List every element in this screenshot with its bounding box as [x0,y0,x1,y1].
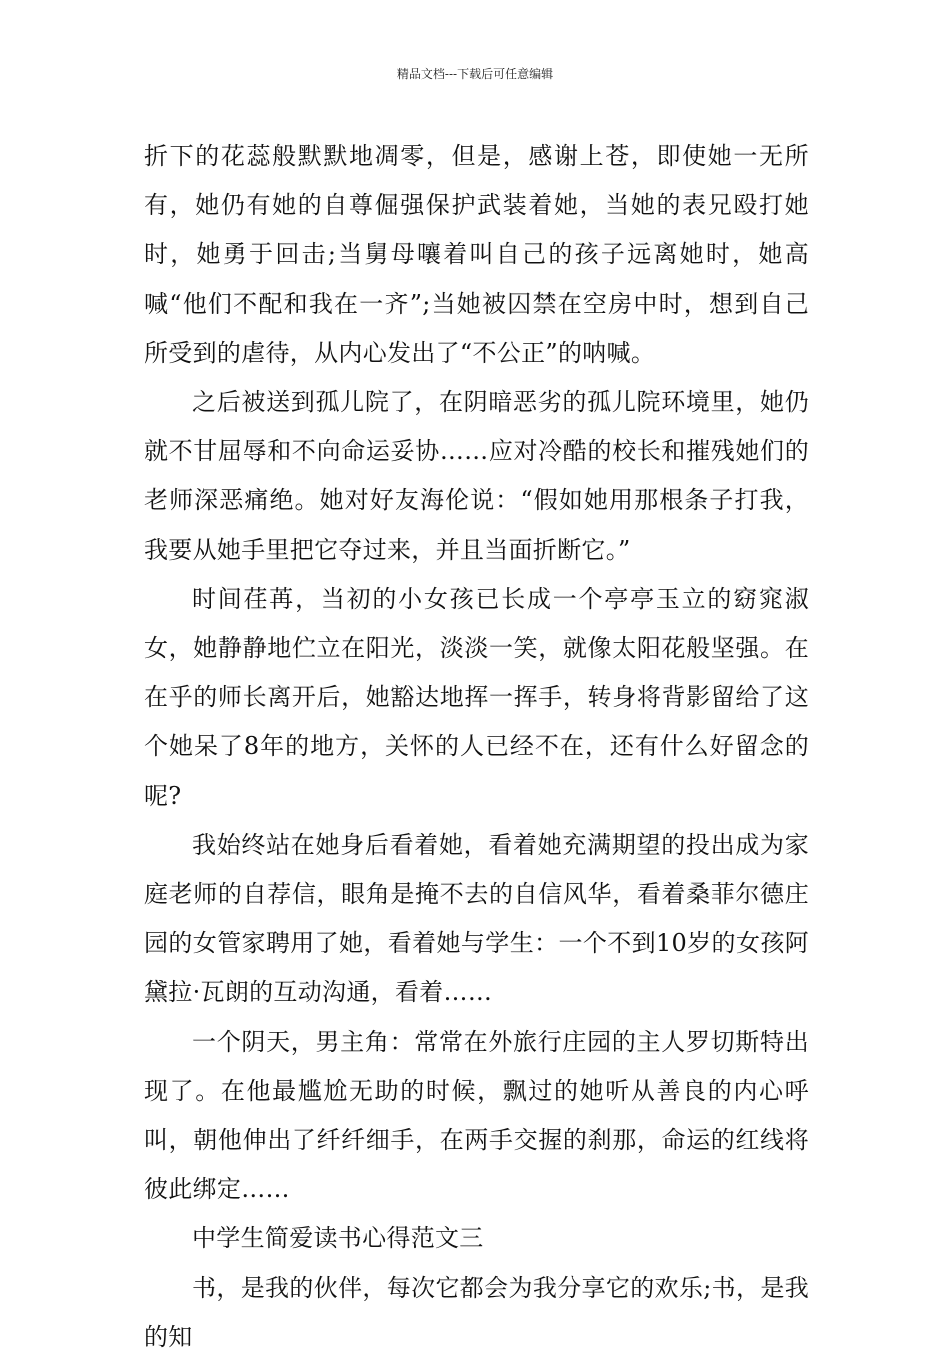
paragraph-5: 一个阴天，男主角：常常在外旅行庄园的主人罗切斯特出现了。在他最尴尬无助的时候，飘过的她听从善良的内心呼叫，朝他伸出了纤纤细手，在两手交握的刹那，命运的红线将彼此绑定…… [144,1027,809,1204]
page-header: 精品文档---下载后可任意编辑 [396,67,554,81]
paragraph-1: 折下的花蕊般默默地凋零，但是，感谢上苍，即使她一无所有，她仍有她的自尊倔强保护武装着她，当她的表兄殴打她时，她勇于回击;当舅母嚷着叫自己的孩子远离她时，她高喊“他们不配和我在一齐”;当她被囚禁在空房中时，想到自己所受到的虐待，从内心发出了“不公正”的呐喊。 [144,142,809,367]
paragraph-3: 时间荏苒，当初的小女孩已长成一个亭亭玉立的窈窕淑女，她静静地伫立在阳光，淡淡一笑，就像太阳花般坚强。在在乎的师长离开后，她豁达地挥一挥手，转身将背影留给了这个她呆了8年的地方，关怀的人已经不在，还有什么好留念的呢? [144,584,809,810]
paragraph-4: 我始终站在她身后看着她，看着她充满期望的投出成为家庭老师的自荐信，眼角是掩不去的自信风华，看着桑菲尔德庄园的女管家聘用了她，看着她与学生：一个不到10岁的女孩阿黛拉·瓦朗的互动沟通，看着…… [144,830,809,1007]
paragraph-2: 之后被送到孤儿院了，在阴暗恶劣的孤儿院环境里，她仍就不甘屈辱和不向命运妥协……应对冷酷的校长和摧残她们的老师深恶痛绝。她对好友海伦说：“假如她用那根条子打我，我要从她手里把它夺过来，并且当面折断它。” [144,388,809,564]
section-heading: 中学生简爱读书心得范文三 [192,1224,484,1253]
document-body [144,132,809,1362]
paragraph-6: 书，是我的伙伴，每次它都会为我分享它的欢乐;书，是我的知 [144,1273,809,1351]
